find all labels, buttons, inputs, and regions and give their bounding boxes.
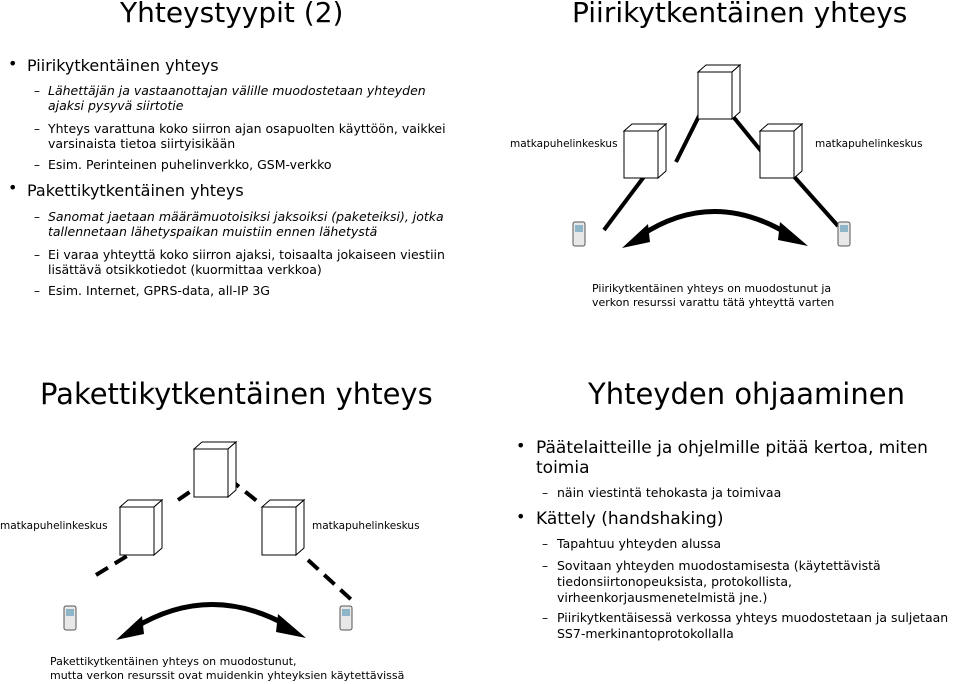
mobile-phone-icon bbox=[340, 606, 352, 630]
text-line: Ei varaa yhteyttä koko siirron ajaksi, toisaalta jokaiseen viestiin bbox=[48, 247, 445, 262]
en-dash: – bbox=[34, 248, 40, 262]
en-dash: – bbox=[542, 537, 548, 551]
text-line: verkon resurssi varattu tätä yhteyttä varten bbox=[592, 296, 835, 309]
text-line: Piirikytkentäisessä verkossa yhteys muodostetaan ja suljetaan bbox=[557, 610, 949, 625]
sub-bullet-text bbox=[557, 558, 881, 606]
text-line: Sanomat jaetaan määrämuotoisiksi jaksoiksi (paketeiksi), jotka bbox=[48, 209, 444, 224]
en-dash: – bbox=[542, 486, 548, 500]
text-line: ajaksi pysyvä siirtotie bbox=[48, 98, 184, 113]
bullet-handshaking: Kättely (handshaking) bbox=[536, 509, 724, 529]
diagram-caption bbox=[50, 655, 404, 683]
bullet-dot: • bbox=[8, 178, 18, 197]
sub-bullet-text: Esim. Internet, GPRS-data, all-IP 3G bbox=[48, 283, 270, 298]
switching-center-label: matkapuhelinkeskus bbox=[510, 138, 618, 150]
text-line: SS7-merkinantoprotokollalla bbox=[557, 626, 734, 641]
server-box-icon bbox=[120, 500, 162, 555]
bullet-packet-switched: Pakettikytkentäinen yhteys bbox=[27, 181, 244, 200]
slide-4-title: Yhteyden ohjaaminen bbox=[588, 377, 905, 411]
server-box-icon bbox=[262, 500, 304, 555]
sub-bullet-text: Esim. Perinteinen puhelinverkko, GSM-verkko bbox=[48, 157, 332, 172]
slide-3-title: Pakettikytkentäinen yhteys bbox=[40, 377, 433, 411]
en-dash: – bbox=[542, 559, 548, 573]
packet-line bbox=[308, 560, 356, 604]
text-line: tallennetaan lähetyspaikan muistiin ennen lähetystä bbox=[48, 224, 378, 239]
bullet-circuit-switched: Piirikytkentäinen yhteys bbox=[27, 56, 219, 75]
en-dash: – bbox=[542, 611, 548, 625]
switching-center-label: matkapuhelinkeskus bbox=[0, 520, 108, 532]
text-line: tiedonsiirtonopeuksista, protokollista, bbox=[557, 574, 792, 589]
en-dash: – bbox=[34, 84, 40, 98]
text-line: Lähettäjän ja vastaanottajan välille muodostetaan yhteyden bbox=[48, 83, 426, 98]
en-dash: – bbox=[34, 122, 40, 136]
bullet-dot: • bbox=[516, 507, 526, 526]
text-line: mutta verkon resurssit ovat muidenkin yhteyksien käytettävissä bbox=[50, 669, 405, 682]
server-box-icon bbox=[194, 442, 236, 497]
curved-double-arrow-icon bbox=[116, 604, 306, 640]
text-line: lisättävä otsikkotiedot (kuormittaa verkkoa) bbox=[48, 262, 322, 277]
text-line: Sovitaan yhteyden muodostamisesta (käytettävistä bbox=[557, 558, 881, 573]
slide-2-title: Piirikytkentäinen yhteys bbox=[572, 0, 908, 29]
slide-1-title: Yhteystyypit (2) bbox=[120, 0, 344, 29]
sub-bullet-text bbox=[557, 610, 948, 642]
en-dash: – bbox=[34, 210, 40, 224]
text-line: Yhteys varattuna koko siirron ajan osapuolten käyttöön, vaikkei bbox=[48, 121, 446, 136]
text-line: toimia bbox=[536, 458, 590, 478]
mobile-phone-icon bbox=[64, 606, 76, 630]
switching-center-label: matkapuhelinkeskus bbox=[815, 138, 923, 150]
text-line: Pakettikytkentäinen yhteys on muodostunut, bbox=[50, 655, 297, 668]
bullet-instruct bbox=[536, 438, 928, 478]
bullet-dot: • bbox=[516, 436, 526, 455]
en-dash: – bbox=[34, 284, 40, 298]
text-line: virheenkorjausmenetelmistä jne.) bbox=[557, 590, 768, 605]
text-line: Päätelaitteille ja ohjelmille pitää kertoa, miten bbox=[536, 438, 928, 458]
bullet-dot: • bbox=[8, 54, 18, 73]
sub-bullet-text: näin viestintä tehokasta ja toimivaa bbox=[557, 485, 782, 500]
text-line: varsinaista tietoa siirtyisikään bbox=[48, 136, 236, 151]
text-line: Piirikytkentäinen yhteys on muodostunut ja bbox=[592, 282, 832, 295]
switching-center-label: matkapuhelinkeskus bbox=[312, 520, 420, 532]
sub-bullet-text: Tapahtuu yhteyden alussa bbox=[557, 536, 722, 551]
en-dash: – bbox=[34, 158, 40, 172]
